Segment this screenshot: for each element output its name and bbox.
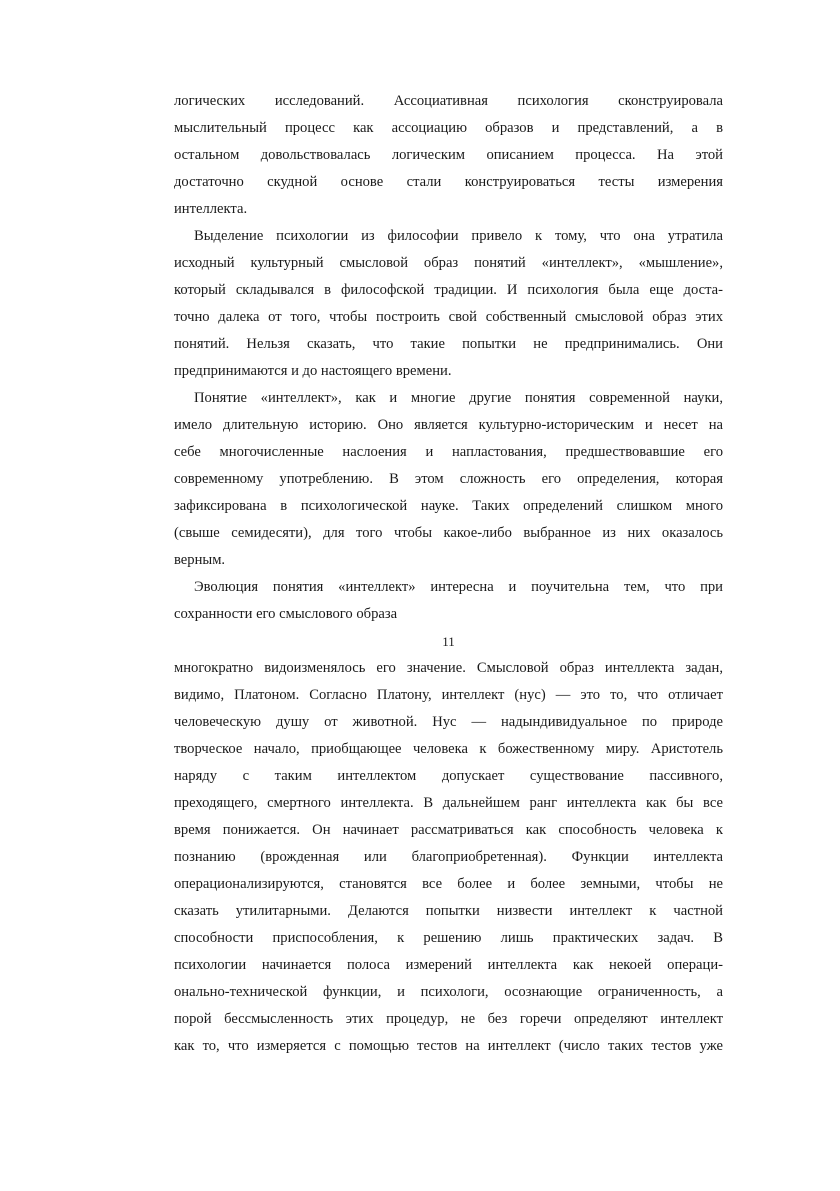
text-line: верным. [174, 552, 226, 568]
text-line: имело длительную историю. Оно является культурно-историческим и несет на [174, 417, 723, 433]
text-line: как то, что измеряется с помощью тестов на интеллект (число таких тестов уже [174, 1038, 723, 1054]
text-line: творческое начало, приобщающее человека к божественному миру. Аристотель [174, 741, 723, 757]
text-line: понятий. Нельзя сказать, что такие попытки не предпринимались. Они [174, 336, 723, 352]
text-line: (свыше семидесяти), для того чтобы какое-либо выбранное из них оказалось [174, 525, 723, 541]
text-line: способности приспособления, к решению лишь практических задач. В [174, 930, 723, 946]
text-line: предпринимаются и до настоящего времени. [174, 363, 452, 379]
text-line: точно далека от того, чтобы построить свой собственный смысловой образ этих [174, 309, 723, 325]
paragraph-evolution-of-concept [174, 574, 723, 628]
text-line: остальном довольствовалась логическим описанием процесса. На этой [174, 147, 723, 163]
text-line: мыслительный процесс как ассоциацию образов и представлений, а в [174, 120, 723, 136]
paragraph-associative-psychology [174, 88, 723, 223]
paragraph-plato-aristotle [174, 655, 723, 1060]
text-line: себе многочисленные наслоения и напластования, предшествовавшие его [174, 444, 723, 460]
text-line: порой бессмысленность этих процедур, не без горечи определяют интеллект [174, 1011, 723, 1027]
text-line: зафиксирована в психологической науке. Таких определений слишком много [174, 498, 723, 514]
text-line: сохранности его смыслового образа [174, 606, 398, 622]
text-line: онально-технической функции, и психологи, осознающие ограниченность, а [174, 984, 723, 1000]
text-line: современному употреблению. В этом сложность его определения, которая [174, 471, 723, 487]
paragraph-separation-from-philosophy [174, 223, 723, 385]
text-line: человеческую душу от животной. Нус — надындивидуальное по природе [174, 714, 723, 730]
text-line: преходящего, смертного интеллекта. В дальнейшем ранг интеллекта как бы все [174, 795, 723, 811]
text-line: логических исследований. Ассоциативная психология сконструировала [174, 93, 723, 109]
text-line: время понижается. Он начинает рассматриваться как способность человека к [174, 822, 723, 838]
text-line: сказать утилитарными. Делаются попытки низвести интеллект к частной [174, 903, 723, 919]
text-line: Понятие «интеллект», как и многие другие понятия современной науки, [194, 390, 723, 406]
paragraph-concept-history [174, 385, 723, 574]
text-line: интеллекта. [174, 201, 248, 217]
text-line: наряду с таким интеллектом допускает существование пассивного, [174, 768, 723, 784]
text-line: операционализируются, становятся все более и более земными, чтобы не [174, 876, 723, 892]
text-line: многократно видоизменялось его значение. Смысловой образ интеллекта задан, [174, 660, 723, 676]
text-line: который складывался в философской традиции. И психология была еще доста- [174, 282, 723, 298]
text-line: Эволюция понятия «интеллект» интересна и поучительна тем, что при [194, 579, 723, 595]
document-page [174, 88, 723, 1060]
text-line: познанию (врожденная или благоприобретенная). Функции интеллекта [174, 849, 723, 865]
text-line: достаточно скудной основе стали конструироваться тесты измерения [174, 174, 723, 190]
text-line: видимо, Платоном. Согласно Платону, интеллект (нус) — это то, что отличает [174, 687, 723, 703]
text-line: Выделение психологии из философии привело к тому, что она утратила [194, 228, 723, 244]
text-line: исходный культурный смысловой образ понятий «интеллект», «мышление», [174, 255, 723, 271]
text-line: психологии начинается полоса измерений интеллекта как некоей операци- [174, 957, 723, 973]
page-number: 11 [442, 634, 455, 649]
